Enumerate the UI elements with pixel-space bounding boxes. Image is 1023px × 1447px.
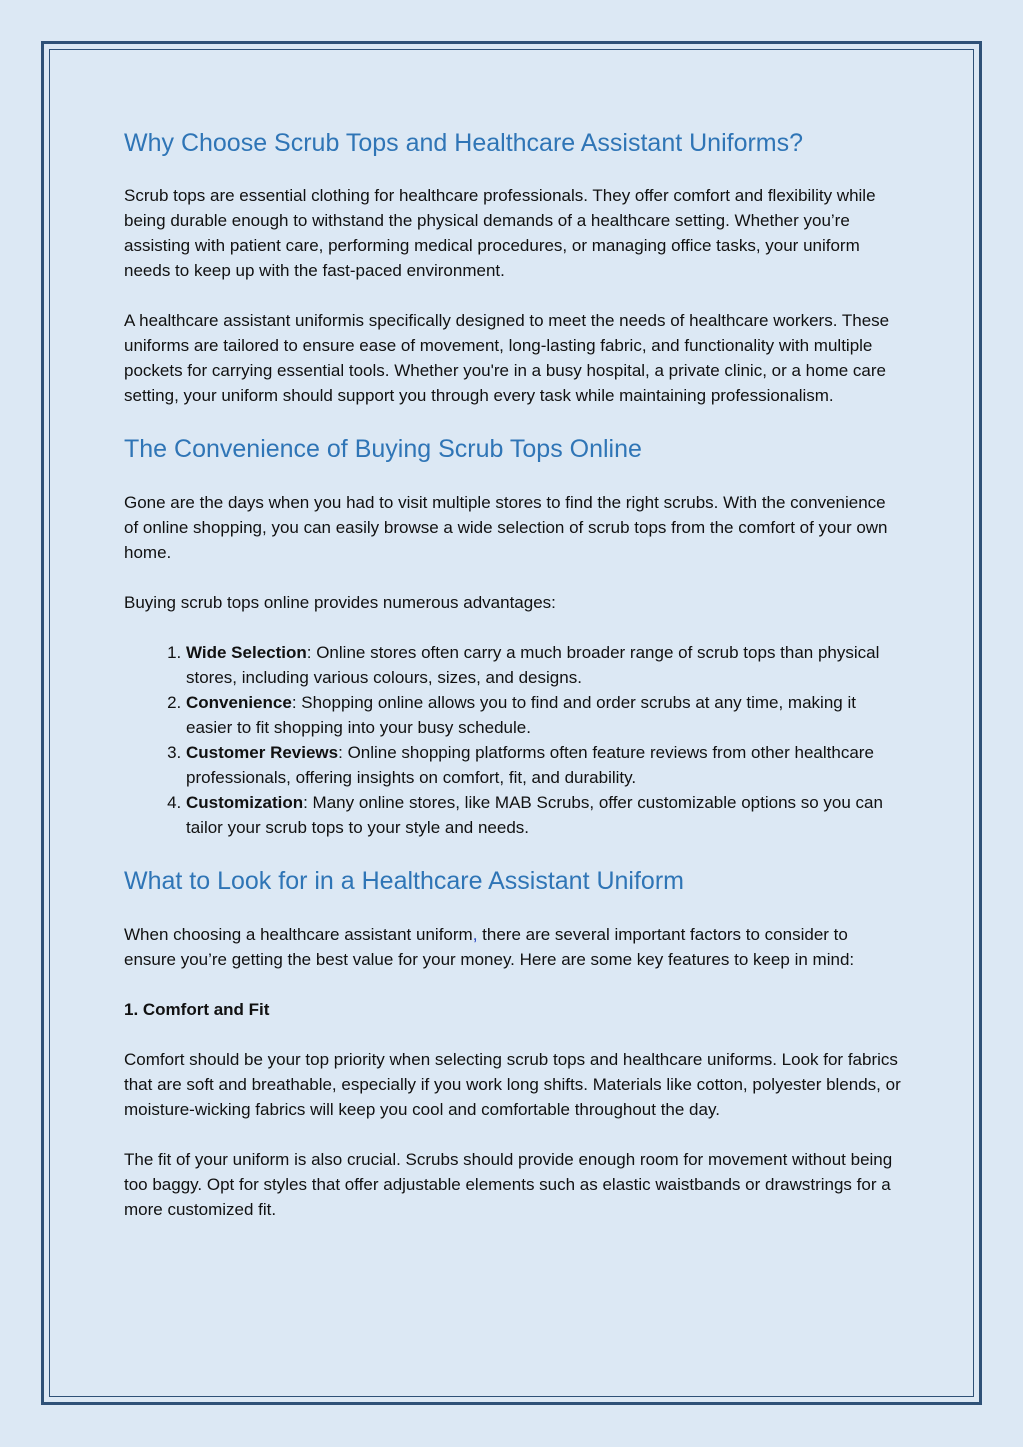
paragraph-assistant-uniform: A healthcare assistant uniformis specifically designed to meet the needs of healthcare workers. These uniforms are tailored to ensure ease of movement, long-lasting fabric, and functionality with multiple pockets for carrying essential tools. Whether you're in a busy hospital, a private clinic, or a home care setting, your uniform should support you through every task while maintaining professionalism. bbox=[124, 311, 890, 405]
list-item bbox=[186, 640, 904, 690]
list-item-term: Convenience bbox=[186, 693, 292, 712]
paragraph-choosing-text-end: there are several important factors to consider to ensure you’re getting the best value for your money. Here are some key features to keep in mind: bbox=[124, 925, 855, 969]
list-item-term: Customer Reviews bbox=[186, 743, 339, 762]
document-body bbox=[124, 126, 904, 1222]
list-item-text: : Shopping online allows you to find and order scrubs at any time, making it easier to fit shopping into your busy schedule. bbox=[186, 693, 856, 737]
paragraph-comfort: Comfort should be your top priority when selecting scrub tops and healthcare uniforms. Look for fabrics that are soft and breathable, especially if you work long shifts. Materials like cotton, polyester blends, or moisture-wicking fabrics will keep you cool and comfortable throughout the day. bbox=[124, 1050, 901, 1119]
heading-buying-online: The Convenience of Buying Scrub Tops Online bbox=[124, 435, 642, 463]
subheading-comfort-fit: 1. Comfort and Fit bbox=[124, 1000, 270, 1019]
advantages-list bbox=[124, 640, 904, 840]
paragraph-choosing-text-start: When choosing a healthcare assistant uniform bbox=[124, 925, 473, 944]
list-item-text: : Online shopping platforms often feature reviews from other healthcare professionals, offering insights on comfort, fit, and durability. bbox=[186, 743, 874, 787]
list-item-text: : Many online stores, like MAB Scrubs, offer customizable options so you can tailor your scrub tops to your style and needs. bbox=[186, 793, 883, 837]
paragraph-scrub-tops-intro: Scrub tops are essential clothing for healthcare professionals. They offer comfort and flexibility while being durable enough to withstand the physical demands of a healthcare setting. Whether you’re assisting with patient care, performing medical procedures, or managing office tasks, your uniform needs to keep up with the fast-paced environment. bbox=[124, 186, 876, 280]
list-item bbox=[186, 790, 904, 840]
heading-why-choose: Why Choose Scrub Tops and Healthcare Assistant Uniforms? bbox=[124, 129, 804, 157]
paragraph-advantages-intro: Buying scrub tops online provides numerous advantages: bbox=[124, 593, 556, 612]
heading-what-to-look-for: What to Look for in a Healthcare Assistant Uniform bbox=[124, 867, 684, 895]
paragraph-online-shopping: Gone are the days when you had to visit multiple stores to find the right scrubs. With the convenience of online shopping, you can easily browse a wide selection of scrub tops from the comfort of your own home. bbox=[124, 493, 888, 562]
list-item-term: Customization bbox=[186, 793, 304, 812]
list-item bbox=[186, 690, 904, 740]
list-item-term: Wide Selection bbox=[186, 643, 307, 662]
uniform-link[interactable]: , bbox=[472, 925, 478, 944]
paragraph-fit: The fit of your uniform is also crucial. Scrubs should provide enough room for movement without being too baggy. Opt for styles that offer adjustable elements such as elastic waistbands or drawstrings for a more customized fit. bbox=[124, 1150, 893, 1219]
list-item-text: : Online stores often carry a much broader range of scrub tops than physical stores, including various colours, sizes, and designs. bbox=[186, 643, 880, 687]
paragraph-choosing-uniform bbox=[124, 922, 904, 972]
list-item bbox=[186, 740, 904, 790]
